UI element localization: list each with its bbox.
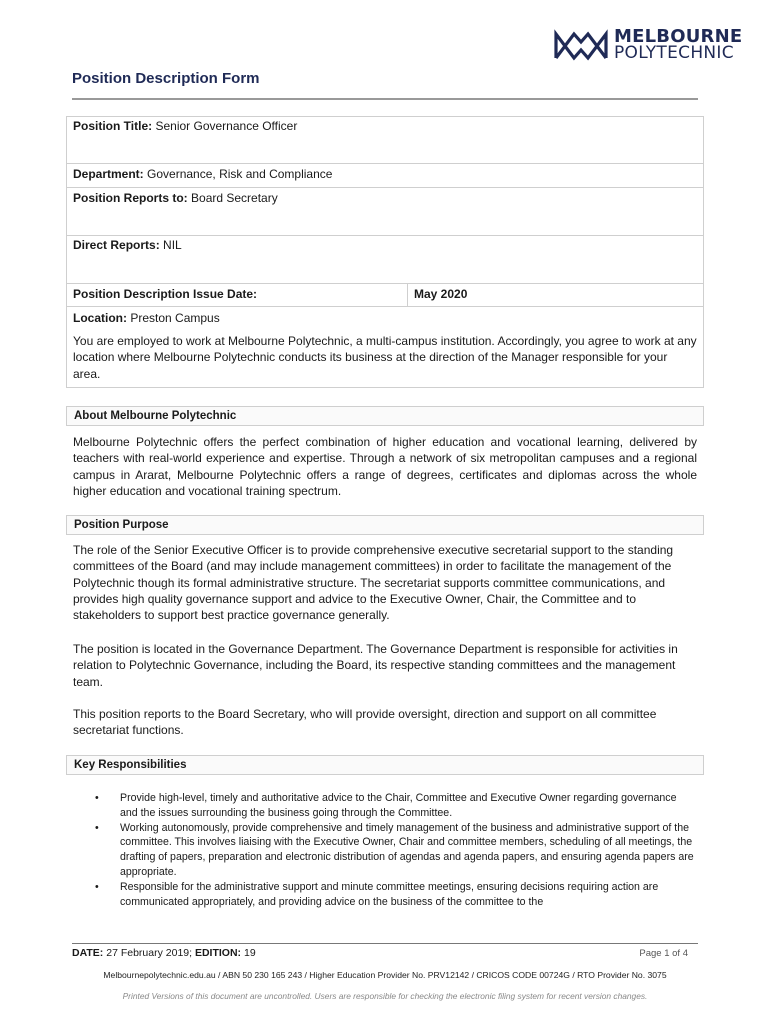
- bullet-icon: •: [95, 792, 99, 804]
- department-label: Department:: [73, 167, 144, 181]
- about-heading: About Melbourne Polytechnic: [66, 406, 704, 426]
- responsibility-text: Responsible for the administrative support and minute committee meetings, ensuring decisions requiring action are communicated appropriately, and providing advice on the business of the committee to the: [120, 880, 659, 908]
- direct-reports-label: Direct Reports:: [73, 238, 160, 252]
- edition-value: 19: [243, 947, 256, 959]
- responsibilities-list: [95, 791, 695, 909]
- reports-to-label: Position Reports to:: [73, 191, 188, 205]
- footer-date: [72, 947, 256, 959]
- bullet-icon: •: [95, 821, 99, 834]
- position-title-value: Senior Governance Officer: [155, 119, 298, 133]
- direct-reports-cell: [73, 237, 182, 253]
- about-text: Melbourne Polytechnic offers the perfect combination of higher education and vocational learning, delivered by teachers with real-world experience and expertise. Through a network of six metropolitan campuses and a regional campus in Ararat, Melbourne Polytechnic offers a range of degrees, certificates and diplomas across the whole higher education and vocational training spectrum.: [73, 435, 697, 498]
- issue-date-value: May 2020: [414, 287, 468, 301]
- position-title-label: Position Title:: [73, 119, 153, 133]
- page-number: Page 1 of 4: [639, 948, 688, 959]
- purpose-paragraph-1: The role of the Senior Executive Officer is to provide comprehensive executive secretarial support to the standing committees of the Board (and may include management committees) in order to facilitate the management of the Polytechnic though its formal administrative structure. The secretariat supports committee communications, and provides high quality governance support and advice to the Executive Owner, Chair, the Committee and to stakeholders to support best practice governance generally.: [73, 543, 674, 623]
- list-item: [95, 791, 695, 821]
- purpose-paragraph-2: The position is located in the Governance Department. The Governance Department is responsible for activities in relation to Polytechnic Governance, including the Board, its respective standing committees and the management team.: [73, 642, 678, 689]
- logo-line-2: POLYTECHNIC: [614, 43, 734, 63]
- location-label: Location:: [73, 311, 127, 325]
- location-text: You are employed to work at Melbourne Polytechnic, a multi-campus institution. Accordingly, you agree to work at any location where Melbourne Polytechnic conducts its business at the direction of the Manager responsible for your area.: [73, 334, 697, 381]
- date-value: 27 February 2019;: [106, 947, 193, 959]
- responsibility-text: Working autonomously, provide comprehensive and timely management of the business and administrative support of the committee. This involves liaising with the Executive Owner, Chair and committee members, scheduling of all meetings, the drafting of papers, preparation and electronic distribution of agendas and agenda papers, and ensuring agenda papers are appropriate.: [120, 821, 694, 878]
- logo-line-1: MELBOURNE: [614, 26, 743, 47]
- reports-to-value: Board Secretary: [191, 191, 278, 205]
- abn-line: Melbournepolytechnic.edu.au / ABN 50 230 165 243 / Higher Education Provider No. PRV12142 / CRICOS CODE 00724G / RTO Provider No. 3075: [103, 970, 667, 980]
- melbourne-polytechnic-logo: [554, 28, 742, 62]
- title-divider: [72, 98, 698, 100]
- responsibility-text: Provide high-level, timely and authoritative advice to the Chair, Committee and Executive Owner regarding governance and the issues surrounding the business going through the Committee.: [120, 792, 677, 819]
- direct-reports-value: NIL: [163, 238, 182, 252]
- edition-label: EDITION:: [194, 947, 242, 959]
- reports-to-cell: [73, 190, 278, 206]
- date-label: DATE:: [72, 947, 104, 959]
- bullet-icon: •: [95, 880, 99, 893]
- department-cell: [73, 166, 332, 182]
- form-title: Position Description Form: [72, 70, 260, 87]
- logo-mark-icon: [554, 28, 608, 62]
- list-item: [95, 880, 695, 910]
- footer-divider: [72, 943, 698, 944]
- location-cell: [73, 310, 220, 326]
- location-value: Preston Campus: [130, 311, 220, 325]
- responsibilities-heading: Key Responsibilities: [66, 755, 704, 775]
- purpose-paragraph-3: This position reports to the Board Secretary, who will provide oversight, direction and support on all committee secretariat functions.: [73, 707, 657, 738]
- uncontrolled-note: Printed Versions of this document are uncontrolled. Users are responsible for checking the electronic filing system for recent version changes.: [122, 991, 648, 1001]
- list-item: [95, 821, 695, 880]
- purpose-heading: Position Purpose: [66, 515, 704, 535]
- position-title-cell: [73, 118, 297, 134]
- issue-date-label: Position Description Issue Date:: [73, 287, 258, 301]
- issue-date-divider: [407, 283, 408, 307]
- department-value: Governance, Risk and Compliance: [147, 167, 333, 181]
